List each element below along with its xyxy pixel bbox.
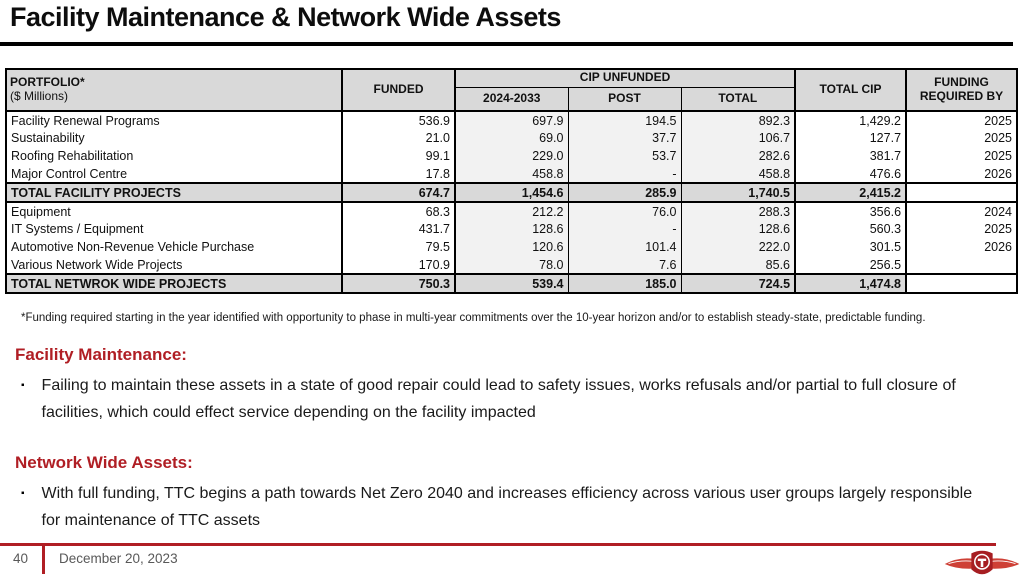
table-cell: 120.6: [455, 238, 568, 256]
page-number: 40: [13, 551, 29, 566]
ttc-logo-icon: [944, 548, 1020, 580]
table-cell: 2025: [906, 220, 1017, 238]
portfolio-table-container: [5, 68, 1018, 294]
table-cell: -: [568, 165, 681, 183]
footer-date: December 20, 2023: [59, 551, 178, 566]
table-cell: 285.9: [568, 183, 681, 202]
table-cell: 2024: [906, 202, 1017, 220]
table-cell: -: [568, 220, 681, 238]
table-cell: 194.5: [568, 111, 681, 129]
table-cell: Equipment: [6, 202, 342, 220]
table-cell: Automotive Non-Revenue Vehicle Purchase: [6, 238, 342, 256]
table-cell: 222.0: [681, 238, 795, 256]
table-cell: 2025: [906, 147, 1017, 165]
table-cell: 128.6: [455, 220, 568, 238]
table-cell: TOTAL NETWROK WIDE PROJECTS: [6, 274, 342, 293]
table-cell: 2026: [906, 238, 1017, 256]
table-cell: 2025: [906, 111, 1017, 129]
table-cell: 2026: [906, 165, 1017, 183]
table-cell: 536.9: [342, 111, 455, 129]
column-header-unfunded-total: TOTAL: [681, 87, 795, 111]
table-row: [6, 147, 1017, 165]
table-cell: 356.6: [795, 202, 906, 220]
section-heading-network-wide-assets: Network Wide Assets:: [15, 453, 193, 472]
table-row: [6, 238, 1017, 256]
table-cell: 476.6: [795, 165, 906, 183]
table-cell: 128.6: [681, 220, 795, 238]
table-cell: 212.2: [455, 202, 568, 220]
bullet-square-icon: ▪: [21, 380, 25, 391]
table-cell: [906, 183, 1017, 202]
portfolio-header-line1: PORTFOLIO*: [10, 75, 85, 90]
table-cell: 53.7: [568, 147, 681, 165]
table-cell: 431.7: [342, 220, 455, 238]
table-cell: 78.0: [455, 256, 568, 274]
column-header-funding-required: [906, 69, 1017, 111]
table-cell: 85.6: [681, 256, 795, 274]
column-header-post: POST: [568, 87, 681, 111]
table-row: [6, 256, 1017, 274]
portfolio-header-line2: ($ Millions): [10, 89, 69, 103]
table-row: [6, 165, 1017, 183]
bullet-text: Failing to maintain these assets in a state of good repair could lead to safety issues, works refusals and/or partial to full closure of facilities, which could effect service depending on the facility impacted: [41, 377, 956, 421]
title-underline: [0, 42, 1013, 46]
table-body: [6, 111, 1017, 293]
table-cell: [906, 256, 1017, 274]
table-cell: Roofing Rehabilitation: [6, 147, 342, 165]
table-cell: 37.7: [568, 129, 681, 147]
table-cell: 127.7: [795, 129, 906, 147]
table-cell: 697.9: [455, 111, 568, 129]
bullet-item: [21, 480, 985, 534]
table-cell: [906, 274, 1017, 293]
table-cell: 458.8: [681, 165, 795, 183]
table-row: [6, 111, 1017, 129]
table-cell: 750.3: [342, 274, 455, 293]
table-cell: 229.0: [455, 147, 568, 165]
section-heading-facility-maintenance: Facility Maintenance:: [15, 345, 187, 364]
table-cell: 539.4: [455, 274, 568, 293]
table-row: [6, 202, 1017, 220]
table-cell: 2,415.2: [795, 183, 906, 202]
table-cell: 170.9: [342, 256, 455, 274]
table-cell: 68.3: [342, 202, 455, 220]
table-cell: 1,429.2: [795, 111, 906, 129]
table-total-row: [6, 183, 1017, 202]
table-cell: Various Network Wide Projects: [6, 256, 342, 274]
bullet-item: [21, 372, 985, 426]
page-title: Facility Maintenance & Network Wide Assets: [10, 2, 561, 32]
table-cell: 99.1: [342, 147, 455, 165]
table-cell: 79.5: [342, 238, 455, 256]
table-cell: 76.0: [568, 202, 681, 220]
table-cell: 724.5: [681, 274, 795, 293]
footer-vertical-bar: [42, 546, 45, 574]
bullet-square-icon: ▪: [21, 488, 25, 499]
table-cell: Facility Renewal Programs: [6, 111, 342, 129]
column-header-funded: FUNDED: [342, 69, 455, 111]
table-cell: 1,454.6: [455, 183, 568, 202]
table-cell: 1,740.5: [681, 183, 795, 202]
table-total-row: [6, 274, 1017, 293]
table-cell: 674.7: [342, 183, 455, 202]
table-cell: 69.0: [455, 129, 568, 147]
table-cell: 106.7: [681, 129, 795, 147]
table-cell: 1,474.8: [795, 274, 906, 293]
table-cell: IT Systems / Equipment: [6, 220, 342, 238]
table-header-row-1: [6, 69, 1017, 87]
table-row: [6, 220, 1017, 238]
table-cell: 21.0: [342, 129, 455, 147]
table-cell: 101.4: [568, 238, 681, 256]
table-row: [6, 129, 1017, 147]
table-cell: 7.6: [568, 256, 681, 274]
funding-required-line2: REQUIRED BY: [919, 89, 1004, 103]
table-cell: Major Control Centre: [6, 165, 342, 183]
table-cell: 892.3: [681, 111, 795, 129]
funding-required-line1: FUNDING: [934, 75, 989, 90]
table-cell: 282.6: [681, 147, 795, 165]
table-cell: 381.7: [795, 147, 906, 165]
table-cell: 458.8: [455, 165, 568, 183]
column-header-2024-2033: 2024-2033: [455, 87, 568, 111]
portfolio-table: [5, 68, 1018, 294]
table-cell: 256.5: [795, 256, 906, 274]
table-cell: 185.0: [568, 274, 681, 293]
column-header-total-cip: TOTAL CIP: [795, 69, 906, 111]
table-cell: Sustainability: [6, 129, 342, 147]
column-group-cip-unfunded: CIP UNFUNDED: [455, 69, 795, 87]
table-cell: 17.8: [342, 165, 455, 183]
table-cell: TOTAL FACILITY PROJECTS: [6, 183, 342, 202]
table-footnote: *Funding required starting in the year identified with opportunity to phase in multi-year commitments over the 10-year horizon and/or to establish steady-state, predictable funding.: [21, 312, 926, 324]
table-cell: 288.3: [681, 202, 795, 220]
table-cell: 301.5: [795, 238, 906, 256]
column-header-portfolio: [6, 69, 342, 111]
bullet-text: With full funding, TTC begins a path towards Net Zero 2040 and increases efficiency across various user groups largely responsible for maintenance of TTC assets: [41, 485, 973, 529]
table-cell: 560.3: [795, 220, 906, 238]
table-cell: 2025: [906, 129, 1017, 147]
footer-divider-line: [0, 543, 996, 546]
